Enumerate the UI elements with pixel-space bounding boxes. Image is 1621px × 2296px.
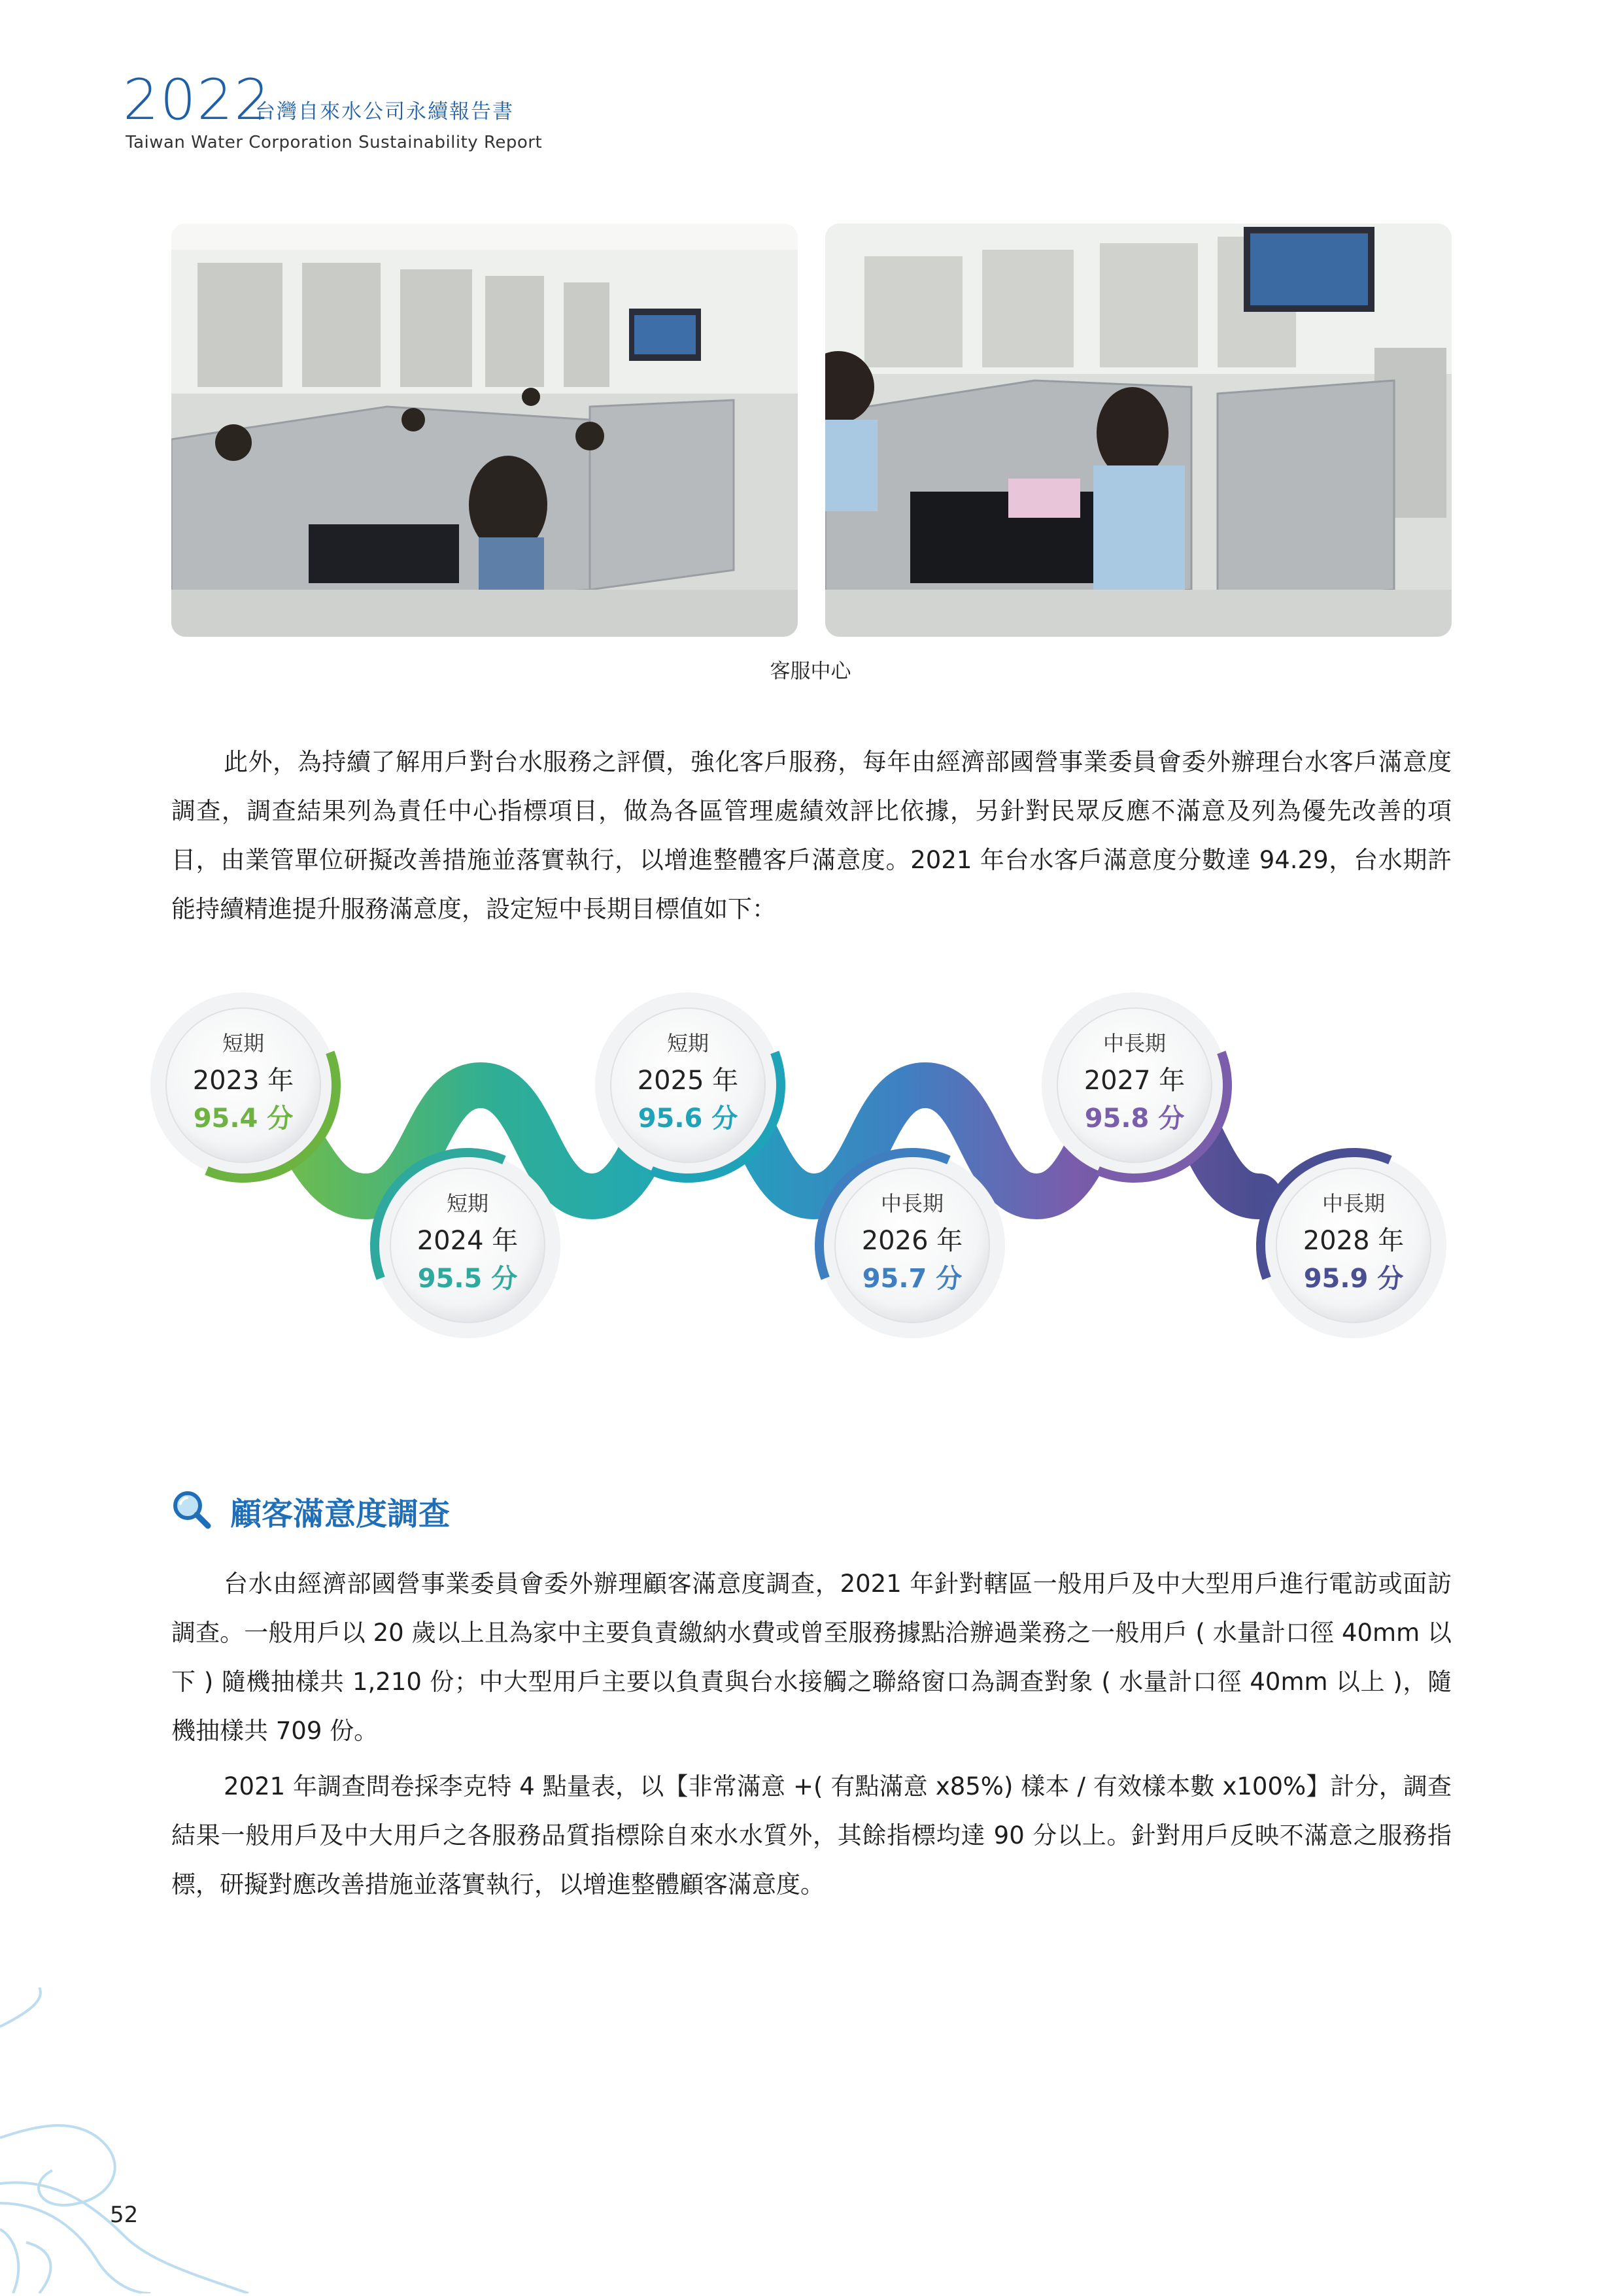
call-center-photo-left <box>171 224 798 637</box>
target-year: 2024 年 <box>417 1226 519 1256</box>
report-title-zh: 台灣自來水公司永續報告書 <box>255 100 514 124</box>
target-score: 95.9 分 <box>1303 1264 1404 1294</box>
target-node-2023 <box>178 1025 309 1138</box>
target-score: 95.7 分 <box>862 1264 963 1294</box>
target-node-2027 <box>1069 1025 1200 1138</box>
target-node-2025 <box>623 1025 753 1138</box>
timeline-connector-svg <box>144 981 1471 1386</box>
target-score: 95.6 分 <box>638 1104 738 1134</box>
target-score: 95.8 分 <box>1084 1104 1185 1134</box>
target-year: 2025 年 <box>637 1066 739 1096</box>
report-year: 2022 <box>123 67 271 133</box>
report-title-en: Taiwan Water Corporation Sustainability Report <box>126 133 543 152</box>
target-year: 2027 年 <box>1084 1066 1186 1096</box>
call-center-photo-right <box>825 224 1452 637</box>
section-paragraph-1: 台水由經濟部國營事業委員會委外辦理顧客滿意度調查，2021 年針對轄區一般用戶及中大型用戶進行電訪或面訪調查。一般用戶以 20 歲以上且為家中主要負責繳納水費或曾至服務據點洽辦過業務之一般用戶 ( 水量計口徑 40mm 以下 ) 隨機抽樣共 1,210 份；中大型用戶主要以負責與台水接觸之聯絡窗口為調查對象 ( 水量計口徑 40mm 以上 )，隨機抽樣共 709 份。 <box>171 1570 1452 1745</box>
target-term: 短期 <box>222 1031 264 1056</box>
target-node-2024 <box>402 1185 533 1298</box>
target-term: 中長期 <box>1322 1191 1385 1216</box>
target-node-2028 <box>1288 1185 1419 1298</box>
section-body <box>171 1559 1452 1909</box>
target-term: 中長期 <box>880 1191 944 1216</box>
target-score: 95.5 分 <box>417 1264 518 1294</box>
photo-caption: 客服中心 <box>770 660 851 683</box>
intro-paragraph <box>171 737 1452 934</box>
target-term: 中長期 <box>1102 1031 1166 1056</box>
satisfaction-target-timeline <box>144 981 1471 1386</box>
target-term: 短期 <box>446 1191 488 1216</box>
water-wave-decoration <box>0 1987 275 2293</box>
target-term: 短期 <box>666 1031 709 1056</box>
target-node-2026 <box>847 1185 978 1298</box>
target-year: 2026 年 <box>861 1226 963 1256</box>
page-number: 52 <box>110 2202 139 2228</box>
intro-paragraph-text: 此外，為持續了解用戶對台水服務之評價，強化客戶服務，每年由經濟部國營事業委員會委外辦理台水客戶滿意度調查，調查結果列為責任中心指標項目，做為各區管理處績效評比依據，另針對民眾反應不滿意及列為優先改善的項目，由業管單位研擬改善措施並落實執行，以增進整體客戶滿意度。2021 年台水客戶滿意度分數達 94.29，台水期許能持續精進提升服務滿意度，設定短中長期目標值如下： <box>171 748 1452 923</box>
target-year: 2023 年 <box>192 1066 294 1096</box>
target-score: 95.4 分 <box>193 1104 294 1134</box>
section-paragraph-2: 2021 年調查問卷採李克特 4 點量表，以【非常滿意 +( 有點滿意 x85%) 樣本 / 有效樣本數 x100%】計分，調查結果一般用戶及中大用戶之各服務品質指標除自來水水質外，其餘指標均達 90 分以上。針對用戶反映不滿意之服務指標，研擬對應改善措施並落實執行，以增進整體顧客滿意度。 <box>171 1772 1452 1899</box>
target-year: 2028 年 <box>1303 1226 1405 1256</box>
magnifier-icon <box>171 1489 212 1530</box>
section-title: 顧客滿意度調查 <box>230 1496 451 1532</box>
